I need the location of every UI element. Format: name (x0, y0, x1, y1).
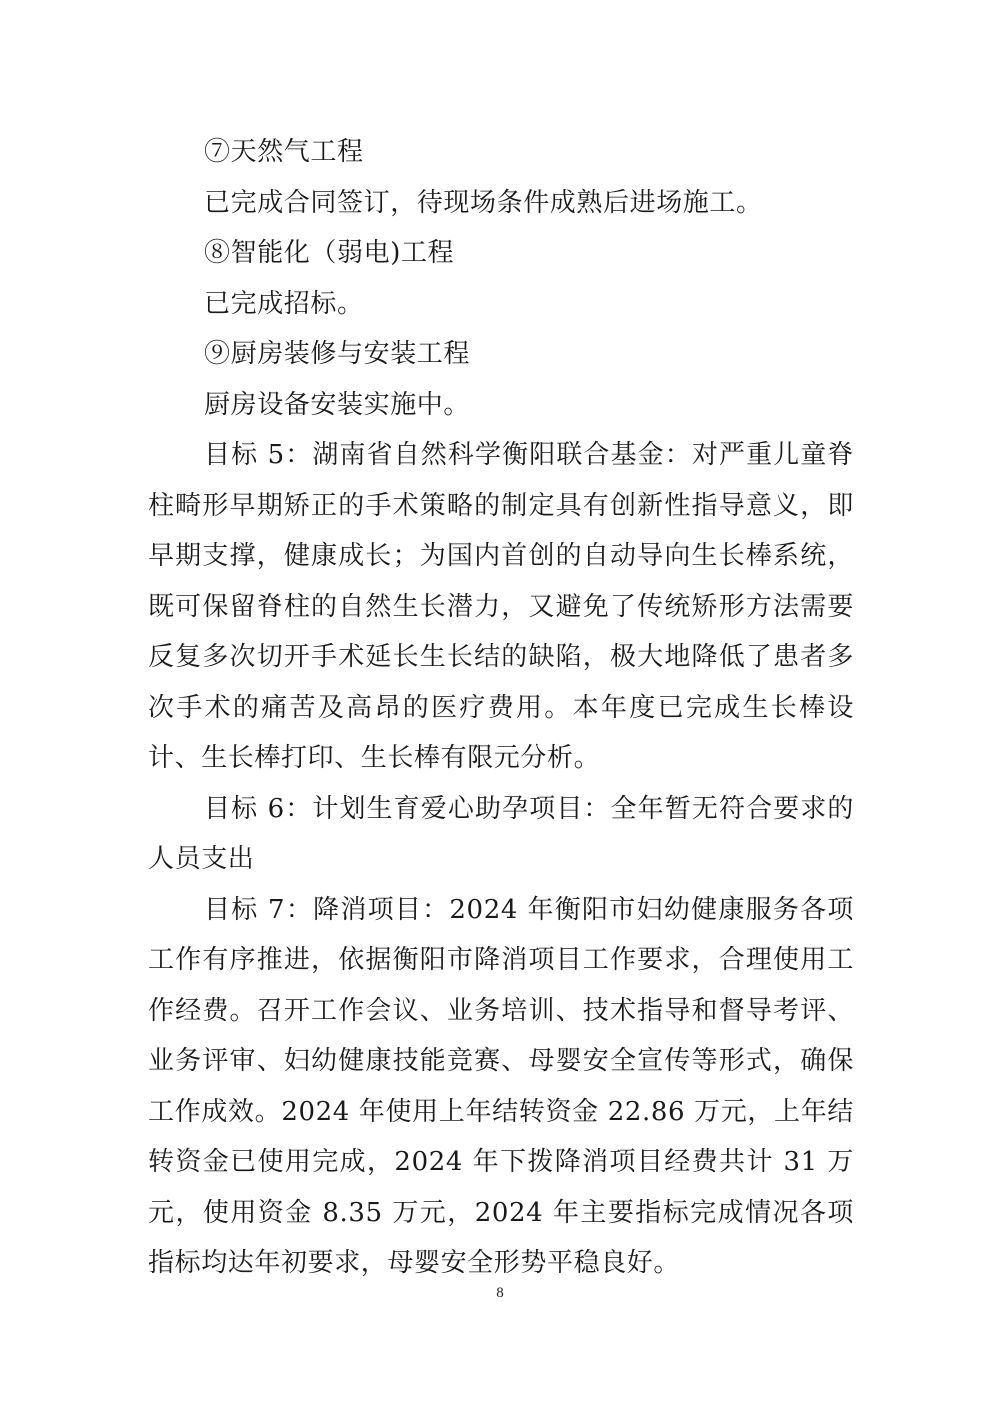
page-number: 8 (496, 1285, 504, 1301)
paragraph-goal-5: 目标 5：湖南省自然科学衡阳联合基金：对严重儿童脊柱畸形早期矫正的手术策略的制定具有创新性指导意义，即早期支撑，健康成长；为国内首创的自动导向生长棒系统，既可保留脊柱的自然生长潜力，又避免了传统矫形方法需要反复多次切开手术延长生长结的缺陷，极大地降低了患者多次手术的痛苦及高昂的医疗费用。本年度已完成生长棒设计、生长棒打印、生长棒有限元分析。 (148, 440, 854, 773)
heading-intelligent-system: ⑧智能化（弱电)工程 (204, 238, 455, 268)
paragraph-goal-6: 目标 6：计划生育爱心助孕项目：全年暂无符合要求的人员支出 (148, 793, 854, 874)
body-text (148, 127, 854, 1289)
paragraph-natural-gas-status: 已完成合同签订，待现场条件成熟后进场施工。 (204, 187, 763, 218)
paragraph-intelligent-status: 已完成招标。 (204, 288, 364, 319)
paragraph-goal-7: 目标 7：降消项目：2024 年衡阳市妇幼健康服务各项工作有序推进，依据衡阳市降消项目工作要求，合理使用工作经费。召开工作会议、业务培训、技术指导和督导考评、业务评审、妇幼健康技能竞赛、母婴安全宣传等形式，确保工作成效。2024 年使用上年结转资金 22.86 万元，上年结转资金已使用完成，2024 年下拨降消项目经费共计 31 万元，使用资金 8.35 万元，2024 年主要指标完成情况各项指标均达年初要求，母婴安全形势平稳良好。 (148, 894, 854, 1278)
heading-natural-gas: ⑦天然气工程 (204, 137, 364, 167)
paragraph-kitchen-status: 厨房设备安装实施中。 (204, 389, 471, 420)
heading-kitchen: ⑨厨房装修与安装工程 (204, 339, 471, 369)
